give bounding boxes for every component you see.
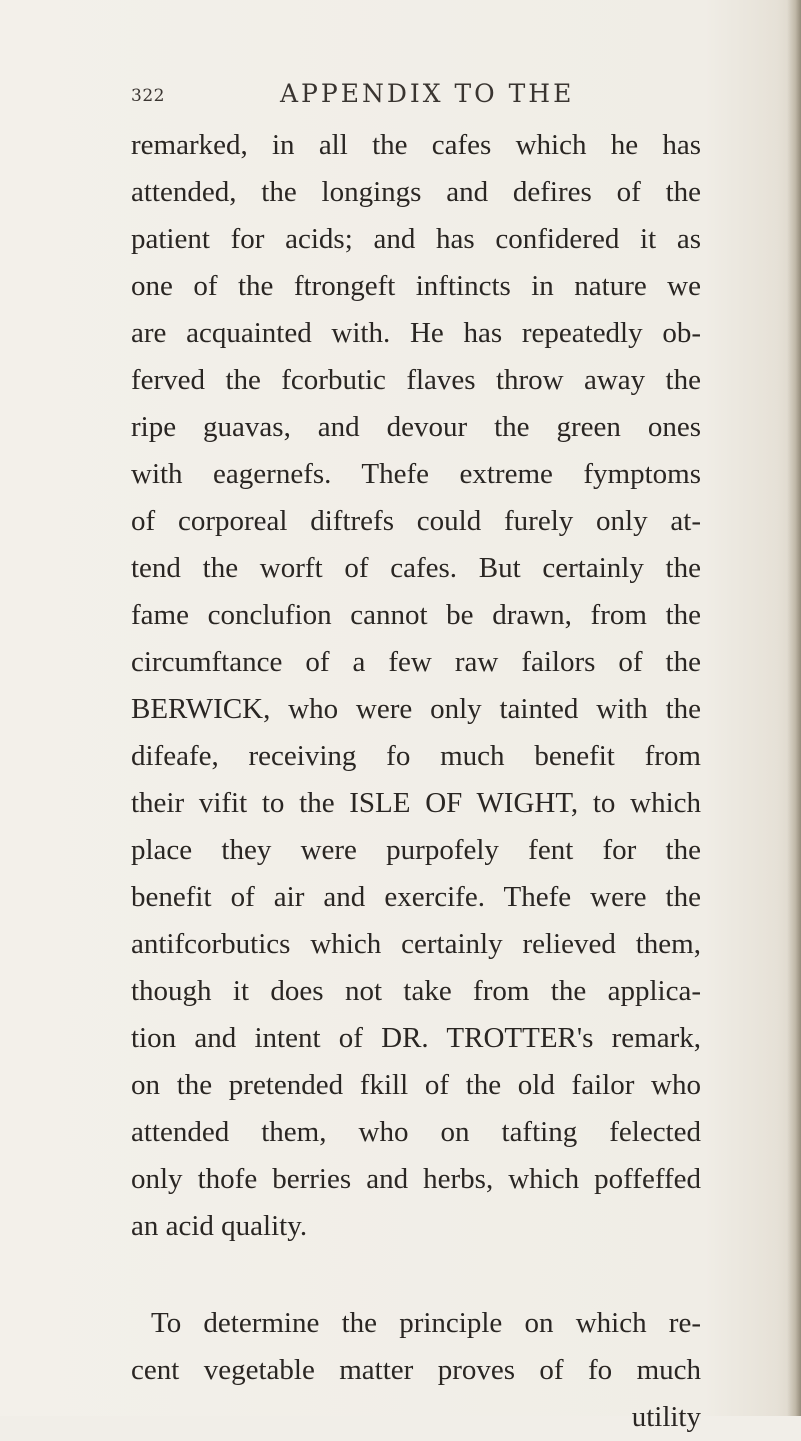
text-line: though it does not take from the applica-: [131, 975, 701, 1007]
running-head: APPENDIX TO THE: [280, 79, 575, 108]
text-line: on the pretended fkill of the old failor who: [131, 1069, 701, 1101]
paragraph-1: [131, 122, 701, 1250]
page-edge-shadow: [787, 0, 801, 1416]
text-line: patient for acids; and has confidered it as: [131, 223, 701, 255]
text-line: their vifit to the ISLE OF WIGHT, to which: [131, 787, 701, 819]
text-line: one of the ftrongeft inftincts in nature we: [131, 270, 701, 302]
text-line: tend the worft of cafes. But certainly the: [131, 552, 701, 584]
text-line: To determine the principle on which re-: [151, 1307, 701, 1339]
body-text: [131, 122, 701, 1441]
text-line: circumftance of a few raw failors of the: [131, 646, 701, 678]
text-line: attended, the longings and defires of the: [131, 176, 701, 208]
text-line: of corporeal diftrefs could furely only at-: [131, 505, 701, 537]
text-line: are acquainted with. He has repeatedly ob-: [131, 317, 701, 349]
catchword: utility: [631, 1401, 701, 1433]
text-line: only thofe berries and herbs, which poffeffed: [131, 1163, 701, 1195]
text-line: place they were purpofely fent for the: [131, 834, 701, 866]
page-number: 322: [131, 86, 165, 106]
text-line: an acid quality.: [131, 1210, 308, 1242]
text-line: with eagernefs. Thefe extreme fymptoms: [131, 458, 701, 490]
text-line: attended them, who on tafting felected: [131, 1116, 701, 1148]
text-line: remarked, in all the cafes which he has: [131, 129, 701, 161]
text-line: BERWICK, who were only tainted with the: [131, 693, 701, 725]
paragraph-2: [131, 1300, 701, 1441]
text-line: difeafe, receiving fo much benefit from: [131, 740, 701, 772]
text-line: antifcorbutics which certainly relieved them,: [131, 928, 701, 960]
text-line: cent vegetable matter proves of fo much: [131, 1354, 701, 1386]
text-line: ripe guavas, and devour the green ones: [131, 411, 701, 443]
text-line: benefit of air and exercife. Thefe were the: [131, 881, 701, 913]
text-line: tion and intent of DR. TROTTER's remark,: [131, 1022, 701, 1054]
paragraph-gap: [131, 1250, 701, 1300]
text-line: fame conclufion cannot be drawn, from the: [131, 599, 701, 631]
text-line: ferved the fcorbutic flaves throw away the: [131, 364, 701, 396]
